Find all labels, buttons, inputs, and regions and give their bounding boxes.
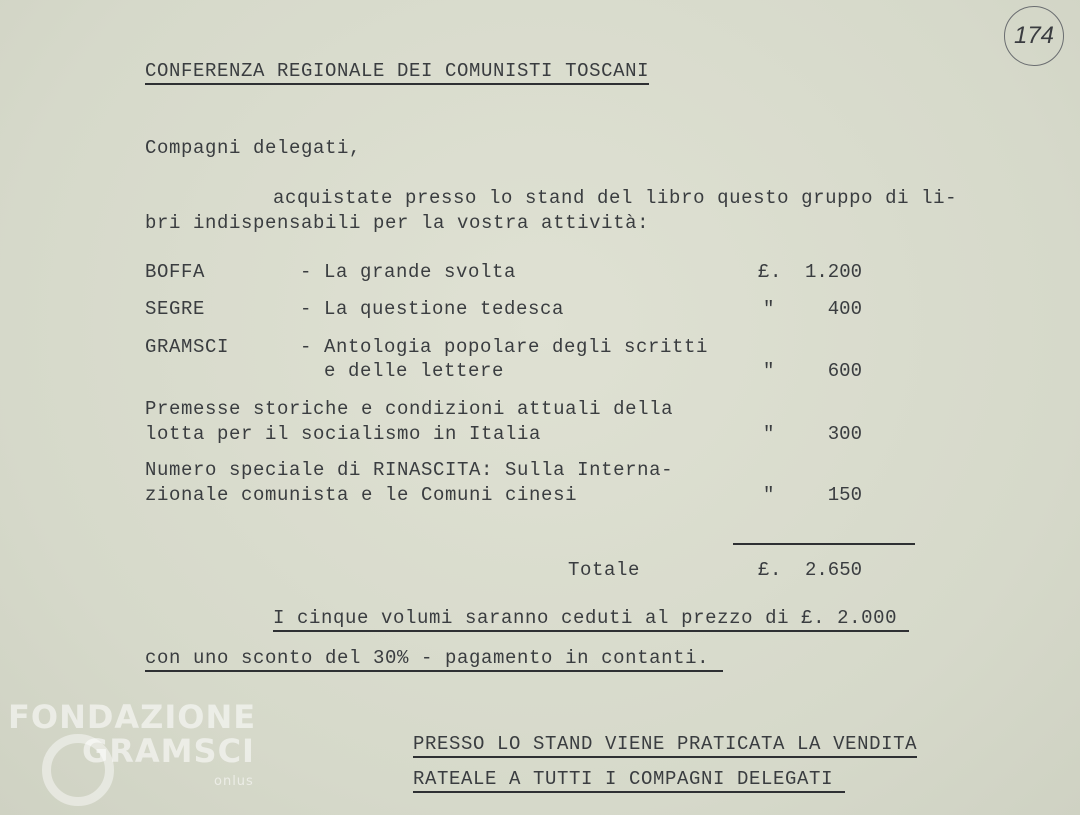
book-author: SEGRE — [145, 298, 206, 320]
watermark-line-2: GRAMSCI — [82, 732, 255, 770]
document-heading: CONFERENZA REGIONALE DEI COMUNISTI TOSCANI — [145, 60, 649, 85]
notice-line-2: RATEALE A TUTTI I COMPAGNI DELEGATI — [413, 768, 845, 793]
ditto-mark: " — [763, 484, 775, 506]
intro-line-1: acquistate presso lo stand del libro questo gruppo di li- — [273, 187, 958, 209]
book-title-continued: lotta per il socialismo in Italia — [145, 423, 542, 445]
book-price: 300 — [827, 423, 862, 445]
salutation: Compagni delegati, — [145, 137, 362, 159]
total-currency: £. — [758, 559, 783, 581]
ditto-mark: " — [763, 360, 775, 382]
book-price: 600 — [827, 360, 862, 382]
price-currency: £. — [758, 261, 783, 283]
page-number-stamp: 174 — [1004, 6, 1064, 66]
book-price: 150 — [827, 484, 862, 506]
total-label: Totale — [568, 559, 641, 581]
book-title: - La questione tedesca — [300, 298, 565, 320]
book-price: 400 — [827, 298, 862, 320]
watermark-line-1: FONDAZIONE — [8, 698, 257, 736]
book-title: Numero speciale di RINASCITA: Sulla Interna- — [145, 459, 674, 481]
offer-line-2: con uno sconto del 30% - pagamento in contanti. — [145, 647, 723, 672]
book-author: GRAMSCI — [145, 336, 230, 358]
sum-rule — [733, 543, 915, 545]
book-title-continued: zionale comunista e le Comuni cinesi — [145, 484, 578, 506]
book-title: Premesse storiche e condizioni attuali della — [145, 398, 674, 420]
total-value: 2.650 — [804, 559, 862, 581]
book-title: - La grande svolta — [300, 261, 517, 283]
offer-line-1: I cinque volumi saranno ceduti al prezzo di £. 2.000 — [273, 607, 909, 632]
ditto-mark: " — [763, 298, 775, 320]
book-title-continued: e delle lettere — [300, 360, 505, 382]
notice-line-1: PRESSO LO STAND VIENE PRATICATA LA VENDITA — [413, 733, 917, 758]
watermark-line-3: onlus — [214, 774, 254, 789]
book-author: BOFFA — [145, 261, 206, 283]
book-price: 1.200 — [804, 261, 862, 283]
book-title: - Antologia popolare degli scritti — [300, 336, 709, 358]
intro-line-2: bri indispensabili per la vostra attività: — [145, 212, 650, 234]
ditto-mark: " — [763, 423, 775, 445]
